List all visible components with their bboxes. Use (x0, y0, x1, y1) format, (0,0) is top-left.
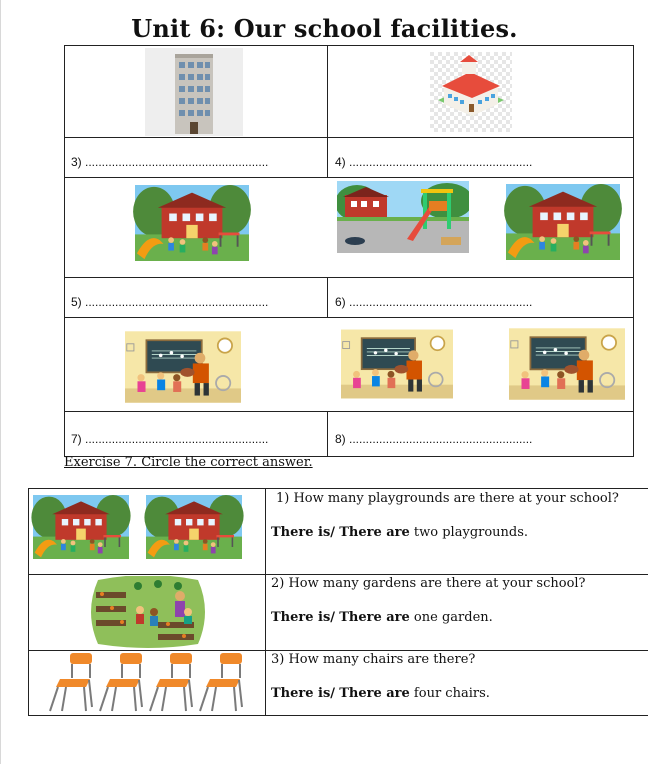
blank-4 (335, 155, 532, 169)
question-1: 1) How many playgrounds are there at your school? (276, 491, 619, 506)
answer-line[interactable]: ....................................................... (349, 295, 533, 309)
grid-line (65, 177, 633, 178)
grid-line (65, 137, 633, 138)
table-line (28, 488, 29, 716)
blank-3 (71, 155, 268, 169)
answer-rest: one garden. (409, 610, 493, 625)
option-there-is[interactable]: There is/ (271, 610, 336, 625)
option-there-is[interactable]: There is/ (271, 686, 336, 701)
option-there-is[interactable]: There is/ (271, 525, 336, 540)
answer-choice-1 (271, 525, 528, 540)
table-line (28, 488, 648, 489)
blank-5 (71, 295, 268, 309)
answer-line[interactable]: ....................................................... (85, 295, 269, 309)
school-garden-image (88, 576, 208, 648)
schoolyard-image (133, 185, 251, 261)
music-classroom-image (341, 325, 453, 403)
answer-choice-2 (271, 610, 493, 625)
blank-number: 4) (335, 155, 346, 169)
answer-line[interactable]: ....................................................... (349, 155, 533, 169)
option-there-are[interactable]: There are (339, 686, 410, 701)
table-line (265, 488, 266, 716)
option-there-are[interactable]: There are (339, 610, 410, 625)
page-edge (0, 0, 1, 764)
school-building-image (430, 52, 512, 132)
vocabulary-grid (64, 45, 634, 457)
page-title: Unit 6: Our school facilities. (131, 14, 518, 43)
blank-number: 5) (71, 295, 82, 309)
grid-line (65, 411, 633, 412)
blank-number: 7) (71, 432, 82, 446)
answer-line[interactable]: ....................................................... (349, 432, 533, 446)
question-2: 2) How many gardens are there at your school? (271, 576, 586, 591)
answer-line[interactable]: ....................................................... (85, 432, 269, 446)
table-line (28, 715, 648, 716)
grid-line (65, 277, 633, 278)
playground-image (337, 181, 469, 253)
chairs-image (42, 651, 254, 713)
answer-choice-3 (271, 686, 490, 701)
blank-number: 6) (335, 295, 346, 309)
option-there-are[interactable]: There are (339, 525, 410, 540)
schoolyard-image (503, 184, 623, 260)
exercise-7-heading: Exercise 7. Circle the correct answer. (64, 455, 313, 470)
grid-line (327, 411, 328, 456)
grid-line (327, 46, 328, 137)
blank-6 (335, 295, 532, 309)
schoolyard-image (31, 495, 131, 559)
schoolyard-image (144, 495, 244, 559)
question-3: 3) How many chairs are there? (271, 652, 476, 667)
blank-number: 8) (335, 432, 346, 446)
blank-7 (71, 432, 268, 446)
answer-rest: two playgrounds. (409, 525, 529, 540)
answer-rest: four chairs. (409, 686, 490, 701)
grid-line (327, 277, 328, 317)
grid-line (65, 317, 633, 318)
music-classroom-image (509, 325, 625, 403)
answer-line[interactable]: ....................................................... (85, 155, 269, 169)
music-classroom-image (125, 328, 241, 406)
table-line (28, 574, 648, 575)
blank-8 (335, 432, 532, 446)
grid-line (327, 137, 328, 177)
exercise-7-table (28, 488, 648, 716)
office-building-image (145, 48, 243, 136)
blank-number: 3) (71, 155, 82, 169)
